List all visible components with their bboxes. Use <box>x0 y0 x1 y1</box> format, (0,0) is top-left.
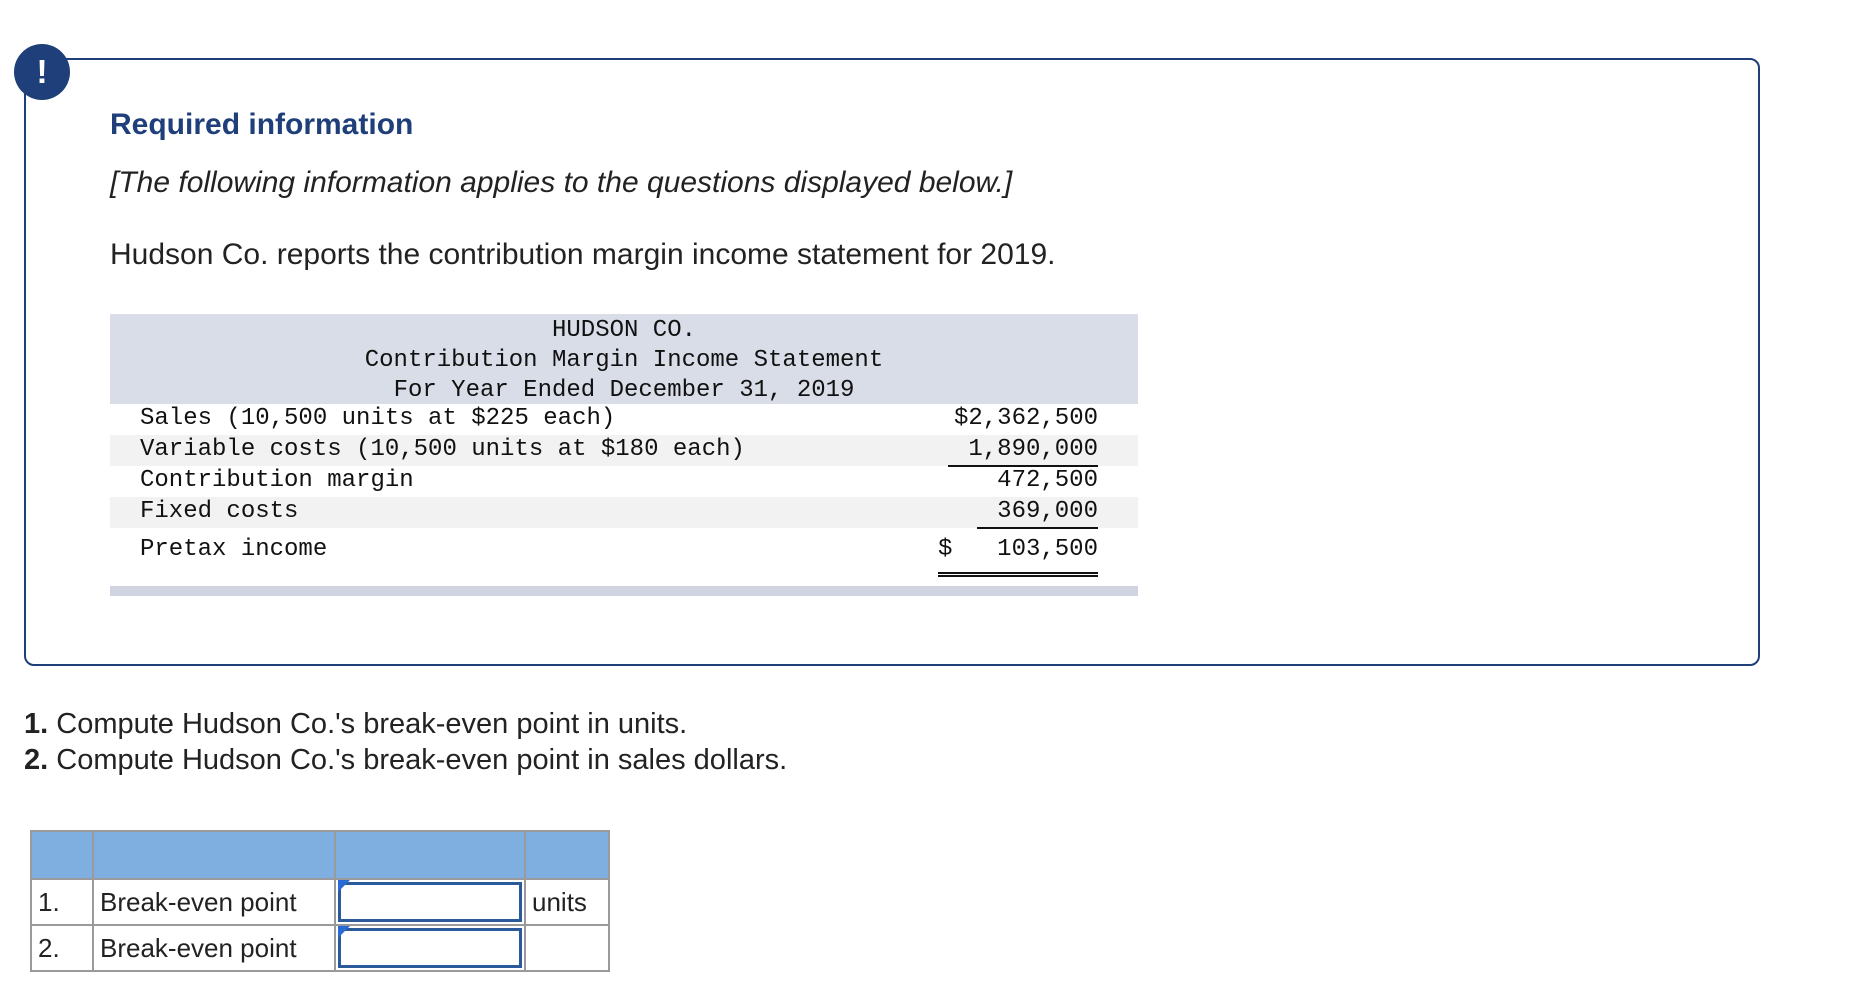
input-marker-icon <box>338 926 350 938</box>
total-amount <box>938 532 1098 577</box>
answer-table-header <box>31 831 609 879</box>
header-cell <box>31 831 93 879</box>
question-number: 1. <box>24 708 49 740</box>
statement-period: For Year Ended December 31, 2019 <box>393 377 855 404</box>
row-label: Sales (10,500 units at $225 each) <box>140 405 616 432</box>
statement-title: Contribution Margin Income Statement <box>364 347 884 374</box>
statement-header <box>110 314 1138 404</box>
answer-cell <box>335 879 525 925</box>
answer-table <box>30 830 610 972</box>
row-label: Contribution margin <box>140 467 414 494</box>
statement-company: HUDSON CO. <box>551 317 697 344</box>
row-amount: 369,000 <box>977 497 1098 529</box>
row-amount: 1,890,000 <box>948 435 1098 467</box>
statement-row-fixed-costs <box>110 497 1138 528</box>
question-text: Compute Hudson Co.'s break-even point in units. <box>56 708 688 740</box>
question-item <box>24 742 787 778</box>
statement-row-sales <box>110 404 1138 435</box>
alert-icon: ! <box>14 44 70 100</box>
row-label: Fixed costs <box>140 498 299 525</box>
row-label: Break-even point <box>93 925 335 971</box>
question-list <box>24 706 787 778</box>
row-number: 1. <box>31 879 93 925</box>
question-item <box>24 706 787 742</box>
row-unit <box>525 925 609 971</box>
row-amount: $2,362,500 <box>953 405 1098 432</box>
currency-symbol: $ <box>938 536 953 563</box>
answer-row <box>31 879 609 925</box>
row-label: Variable costs (10,500 units at $180 each) <box>140 436 745 463</box>
header-cell <box>93 831 335 879</box>
info-title: Required information <box>110 108 414 141</box>
info-intro: Hudson Co. reports the contribution margin income statement for 2019. <box>110 238 1056 271</box>
header-cell <box>335 831 525 879</box>
break-even-dollars-input[interactable] <box>338 928 522 968</box>
row-label: Pretax income <box>140 536 328 563</box>
input-marker-icon <box>338 880 350 892</box>
statement-footer-bar <box>110 586 1138 596</box>
info-note: [The following information applies to the questions displayed below.] <box>110 166 1013 199</box>
statement-row-contribution-margin <box>110 466 1138 497</box>
row-unit: units <box>525 879 609 925</box>
statement-row-variable-costs <box>110 435 1138 466</box>
income-statement <box>110 314 1138 596</box>
row-label: Break-even point <box>93 879 335 925</box>
row-amount: 103,500 <box>997 536 1098 563</box>
break-even-units-input[interactable] <box>338 882 522 922</box>
statement-row-pretax-income <box>110 528 1138 576</box>
row-number: 2. <box>31 925 93 971</box>
answer-row <box>31 925 609 971</box>
row-amount: 472,500 <box>997 467 1098 494</box>
question-number: 2. <box>24 744 49 776</box>
answer-cell <box>335 925 525 971</box>
header-cell <box>525 831 609 879</box>
question-text: Compute Hudson Co.'s break-even point in sales dollars. <box>56 744 788 776</box>
